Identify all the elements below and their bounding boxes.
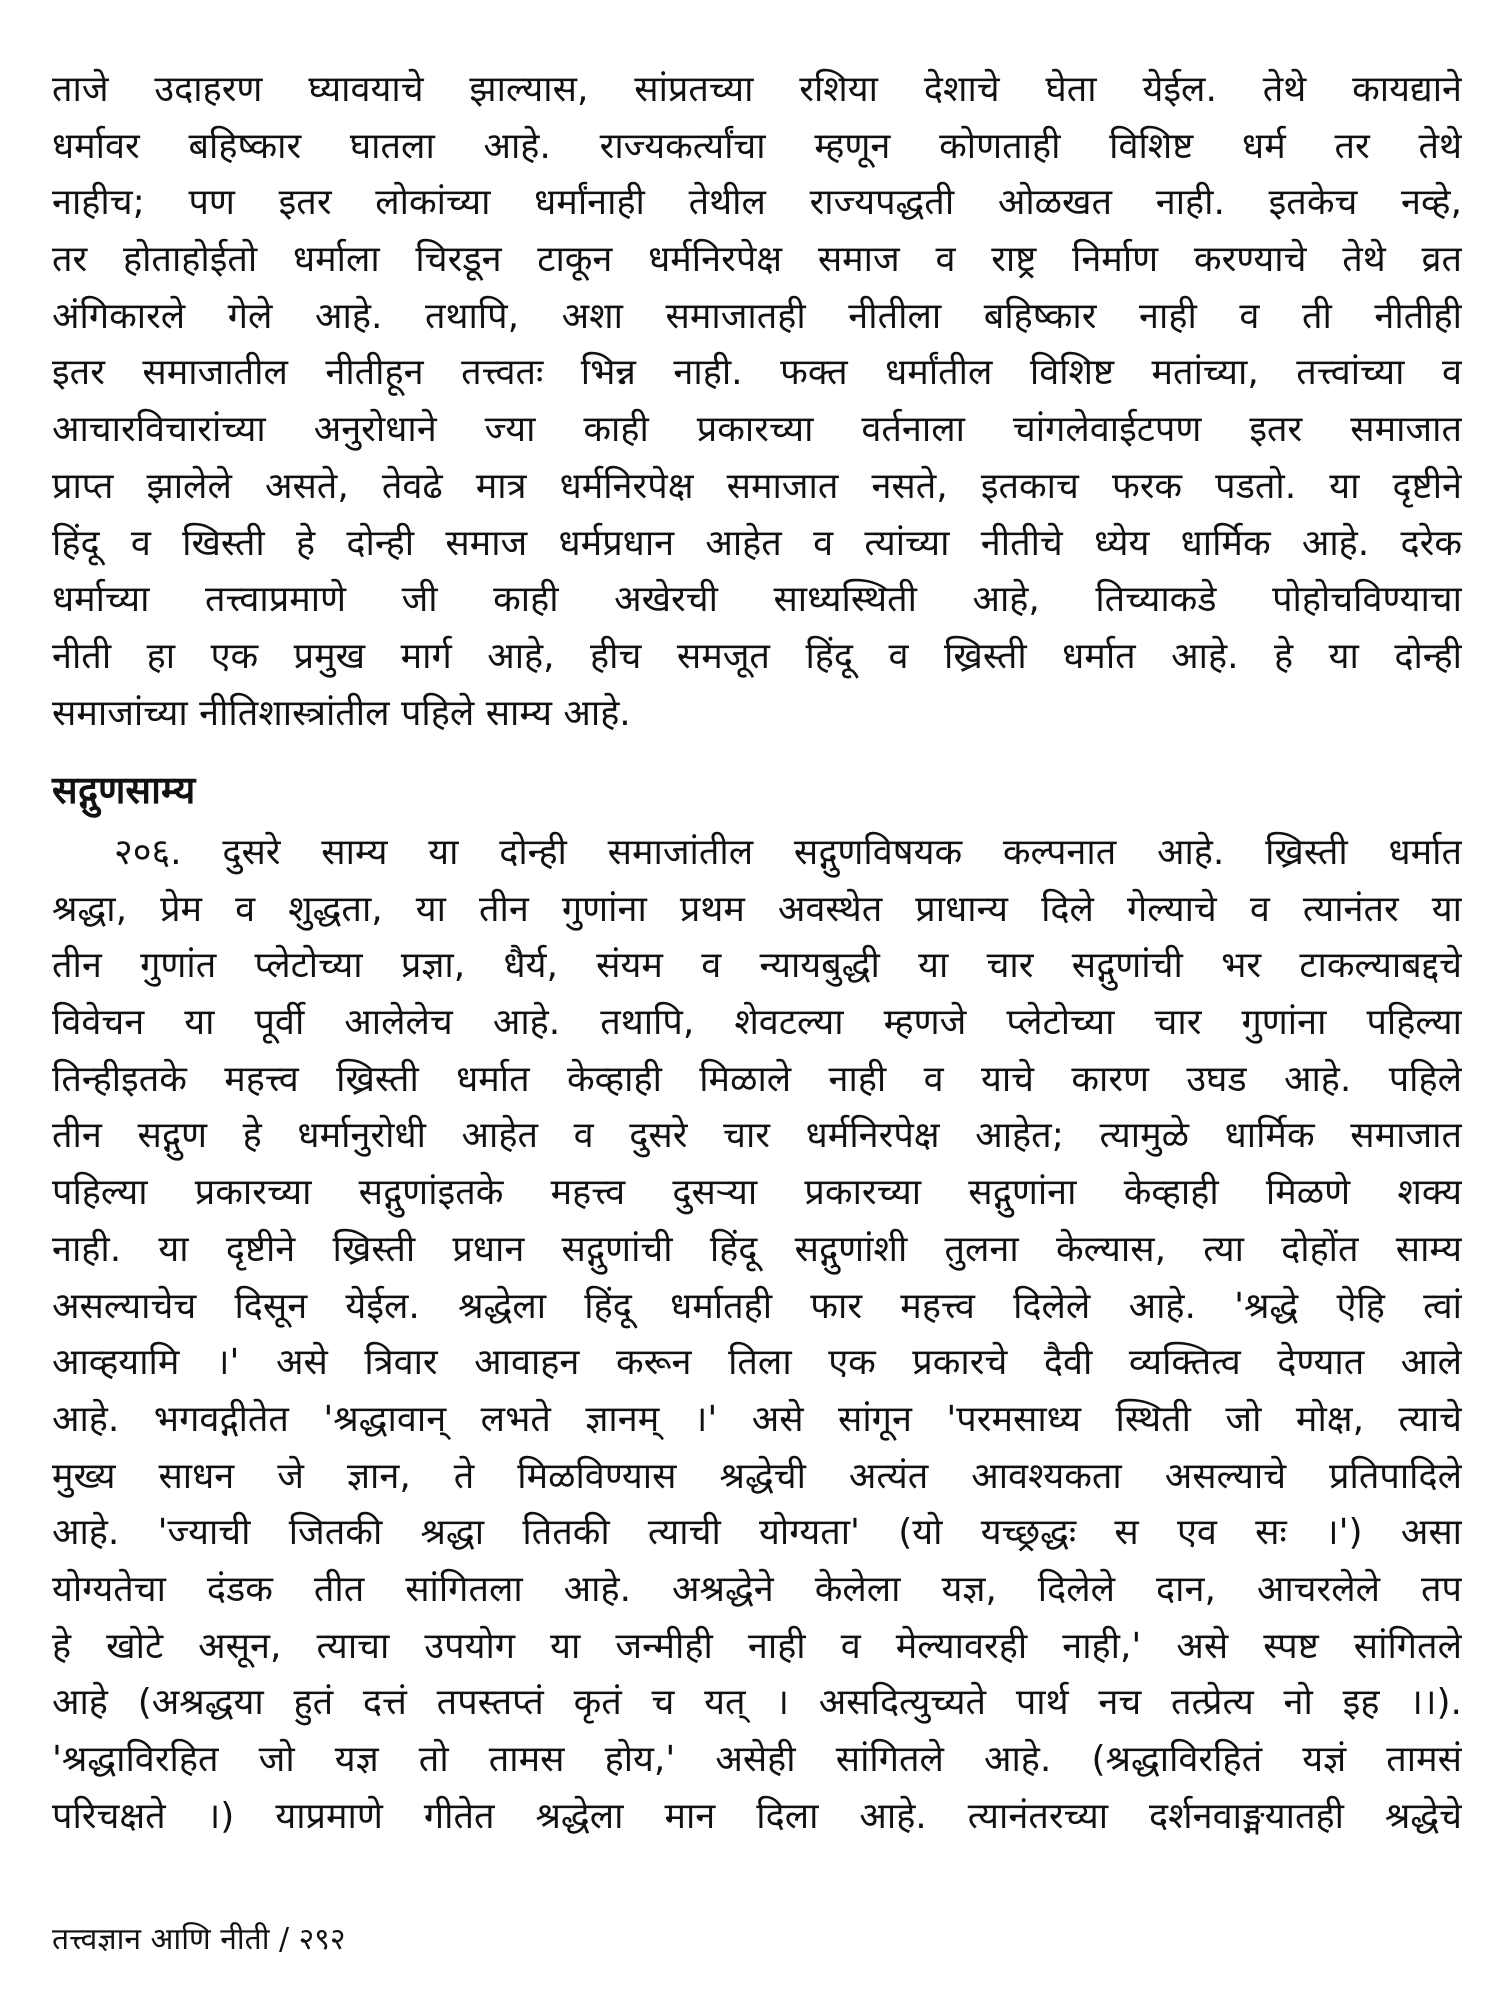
- text-line: आहे. 'ज्याची जितकी श्रद्धा तितकी त्याची योग्यता' (यो यच्छ्रद्धः स एव सः ।') असा: [52, 1512, 1462, 1554]
- section-heading: सद्गुणसाम्य: [52, 768, 196, 812]
- text-line: आहे. भगवद्गीतेत 'श्रद्धावान् लभते ज्ञानम् ।' असे सांगून 'परमसाध्य स्थिती जो मोक्ष, त्याचे: [52, 1398, 1462, 1440]
- text-line: मुख्य साधन जे ज्ञान, ते मिळविण्यास श्रद्धेची अत्यंत आवश्यकता असल्याचे प्रतिपादिले: [52, 1455, 1462, 1497]
- text-line: पहिल्या प्रकारच्या सद्गुणांइतके महत्त्व दुसऱ्या प्रकारच्या सद्गुणांना केव्हाही मिळणे शक्य: [52, 1172, 1462, 1214]
- text-line: धर्माच्या तत्त्वाप्रमाणे जी काही अखेरची साध्यस्थिती आहे, तिच्याकडे पोहोचविण्याचा: [52, 579, 1462, 621]
- text-line: तीन गुणांत प्लेटोच्या प्रज्ञा, धैर्य, संयम व न्यायबुद्धी या चार सद्गुणांची भर टाकल्याबद्दचे: [52, 945, 1462, 987]
- page-footer: तत्त्वज्ञान आणि नीती / २९२: [52, 1922, 346, 1957]
- paragraph-1: [52, 62, 1462, 742]
- text-line: परिचक्षते ।) याप्रमाणे गीतेत श्रद्धेला मान दिला आहे. त्यानंतरच्या दर्शनवाङ्मयातही श्रद्धेचे: [52, 1795, 1462, 1837]
- text-line: हिंदू व खिस्ती हे दोन्ही समाज धर्मप्रधान आहेत व त्यांच्या नीतीचे ध्येय धार्मिक आहे. दरेक: [52, 522, 1462, 564]
- text-line: नाही. या दृष्टीने ख्रिस्ती प्रधान सद्गुणांची हिंदू सद्गुणांशी तुलना केल्यास, त्या दोहोंत साम्य: [52, 1228, 1462, 1270]
- text-line: प्राप्त झालेले असते, तेवढे मात्र धर्मनिरपेक्ष समाजात नसते, इतकाच फरक पडतो. या दृष्टीने: [52, 465, 1462, 507]
- text-line: हे खोटे असून, त्याचा उपयोग या जन्मीही नाही व मेल्यावरही नाही,' असे स्पष्ट सांगितले: [52, 1625, 1462, 1667]
- text-line: आहे (अश्रद्धया हुतं दत्तं तपस्तप्तं कृतं च यत् । असदित्युच्यते पार्थ नच तत्प्रेत्य नो इह ।।).: [52, 1682, 1462, 1724]
- text-line: आव्हयामि ।' असे त्रिवार आवाहन करून तिला एक प्रकारचे दैवी व्यक्तित्व देण्यात आले: [52, 1342, 1462, 1384]
- text-line: धर्मावर बहिष्कार घातला आहे. राज्यकर्त्यांचा म्हणून कोणताही विशिष्ट धर्म तर तेथे: [52, 125, 1462, 167]
- text-line: नाहीच; पण इतर लोकांच्या धर्मांनाही तेथील राज्यपद्धती ओळखत नाही. इतकेच नव्हे,: [52, 182, 1462, 224]
- text-line: श्रद्धा, प्रेम व शुद्धता, या तीन गुणांना प्रथम अवस्थेत प्राधान्य दिले गेल्याचे व त्यानंतर या: [52, 888, 1462, 930]
- text-line: आचारविचारांच्या अनुरोधाने ज्या काही प्रकारच्या वर्तनाला चांगलेवाईटपण इतर समाजात: [52, 409, 1462, 451]
- text-line: २०६. दुसरे साम्य या दोन्ही समाजांतील सद्गुणविषयक कल्पनात आहे. ख्रिस्ती धर्मात: [114, 832, 1462, 873]
- text-line: नीती हा एक प्रमुख मार्ग आहे, हीच समजूत हिंदू व ख्रिस्ती धर्मात आहे. हे या दोन्ही: [52, 635, 1462, 677]
- text-line: इतर समाजातील नीतीहून तत्त्वतः भिन्न नाही. फक्त धर्मांतील विशिष्ट मतांच्या, तत्त्वांच्या व: [52, 352, 1462, 394]
- text-line: समाजांच्या नीतिशास्त्रांतील पहिले साम्य आहे.: [52, 692, 631, 734]
- text-line: तर होताहोईतो धर्माला चिरडून टाकून धर्मनिरपेक्ष समाज व राष्ट्र निर्माण करण्याचे तेथे व्रत: [52, 239, 1462, 281]
- text-line: योग्यतेचा दंडक तीत सांगितला आहे. अश्रद्धेने केलेला यज्ञ, दिलेले दान, आचरलेले तप: [52, 1568, 1462, 1610]
- text-line: तिन्हीइतके महत्त्व ख्रिस्ती धर्मात केव्हाही मिळाले नाही व याचे कारण उघड आहे. पहिले: [52, 1058, 1462, 1100]
- text-line: अंगिकारले गेले आहे. तथापि, अशा समाजातही नीतीला बहिष्कार नाही व ती नीतीही: [52, 295, 1462, 337]
- text-line: ताजे उदाहरण घ्यावयाचे झाल्यास, सांप्रतच्या रशिया देशाचे घेता येईल. तेथे कायद्याने: [52, 69, 1462, 110]
- text-line: विवेचन या पूर्वी आलेलेच आहे. तथापि, शेवटल्या म्हणजे प्लेटोच्या चार गुणांना पहिल्या: [52, 1002, 1462, 1044]
- text-line: तीन सद्गुण हे धर्मानुरोधी आहेत व दुसरे चार धर्मनिरपेक्ष आहेत; त्यामुळे धार्मिक समाजात: [52, 1115, 1462, 1157]
- text-line: असल्याचेच दिसून येईल. श्रद्धेला हिंदू धर्मातही फार महत्त्व दिलेले आहे. 'श्रद्धे ऐहि त्वां: [52, 1285, 1462, 1327]
- paragraph-2: [52, 825, 1462, 1845]
- text-line: 'श्रद्धाविरहित जो यज्ञ तो तामस होय,' असेही सांगितले आहे. (श्रद्धाविरहितं यज्ञं तामसं: [52, 1739, 1462, 1780]
